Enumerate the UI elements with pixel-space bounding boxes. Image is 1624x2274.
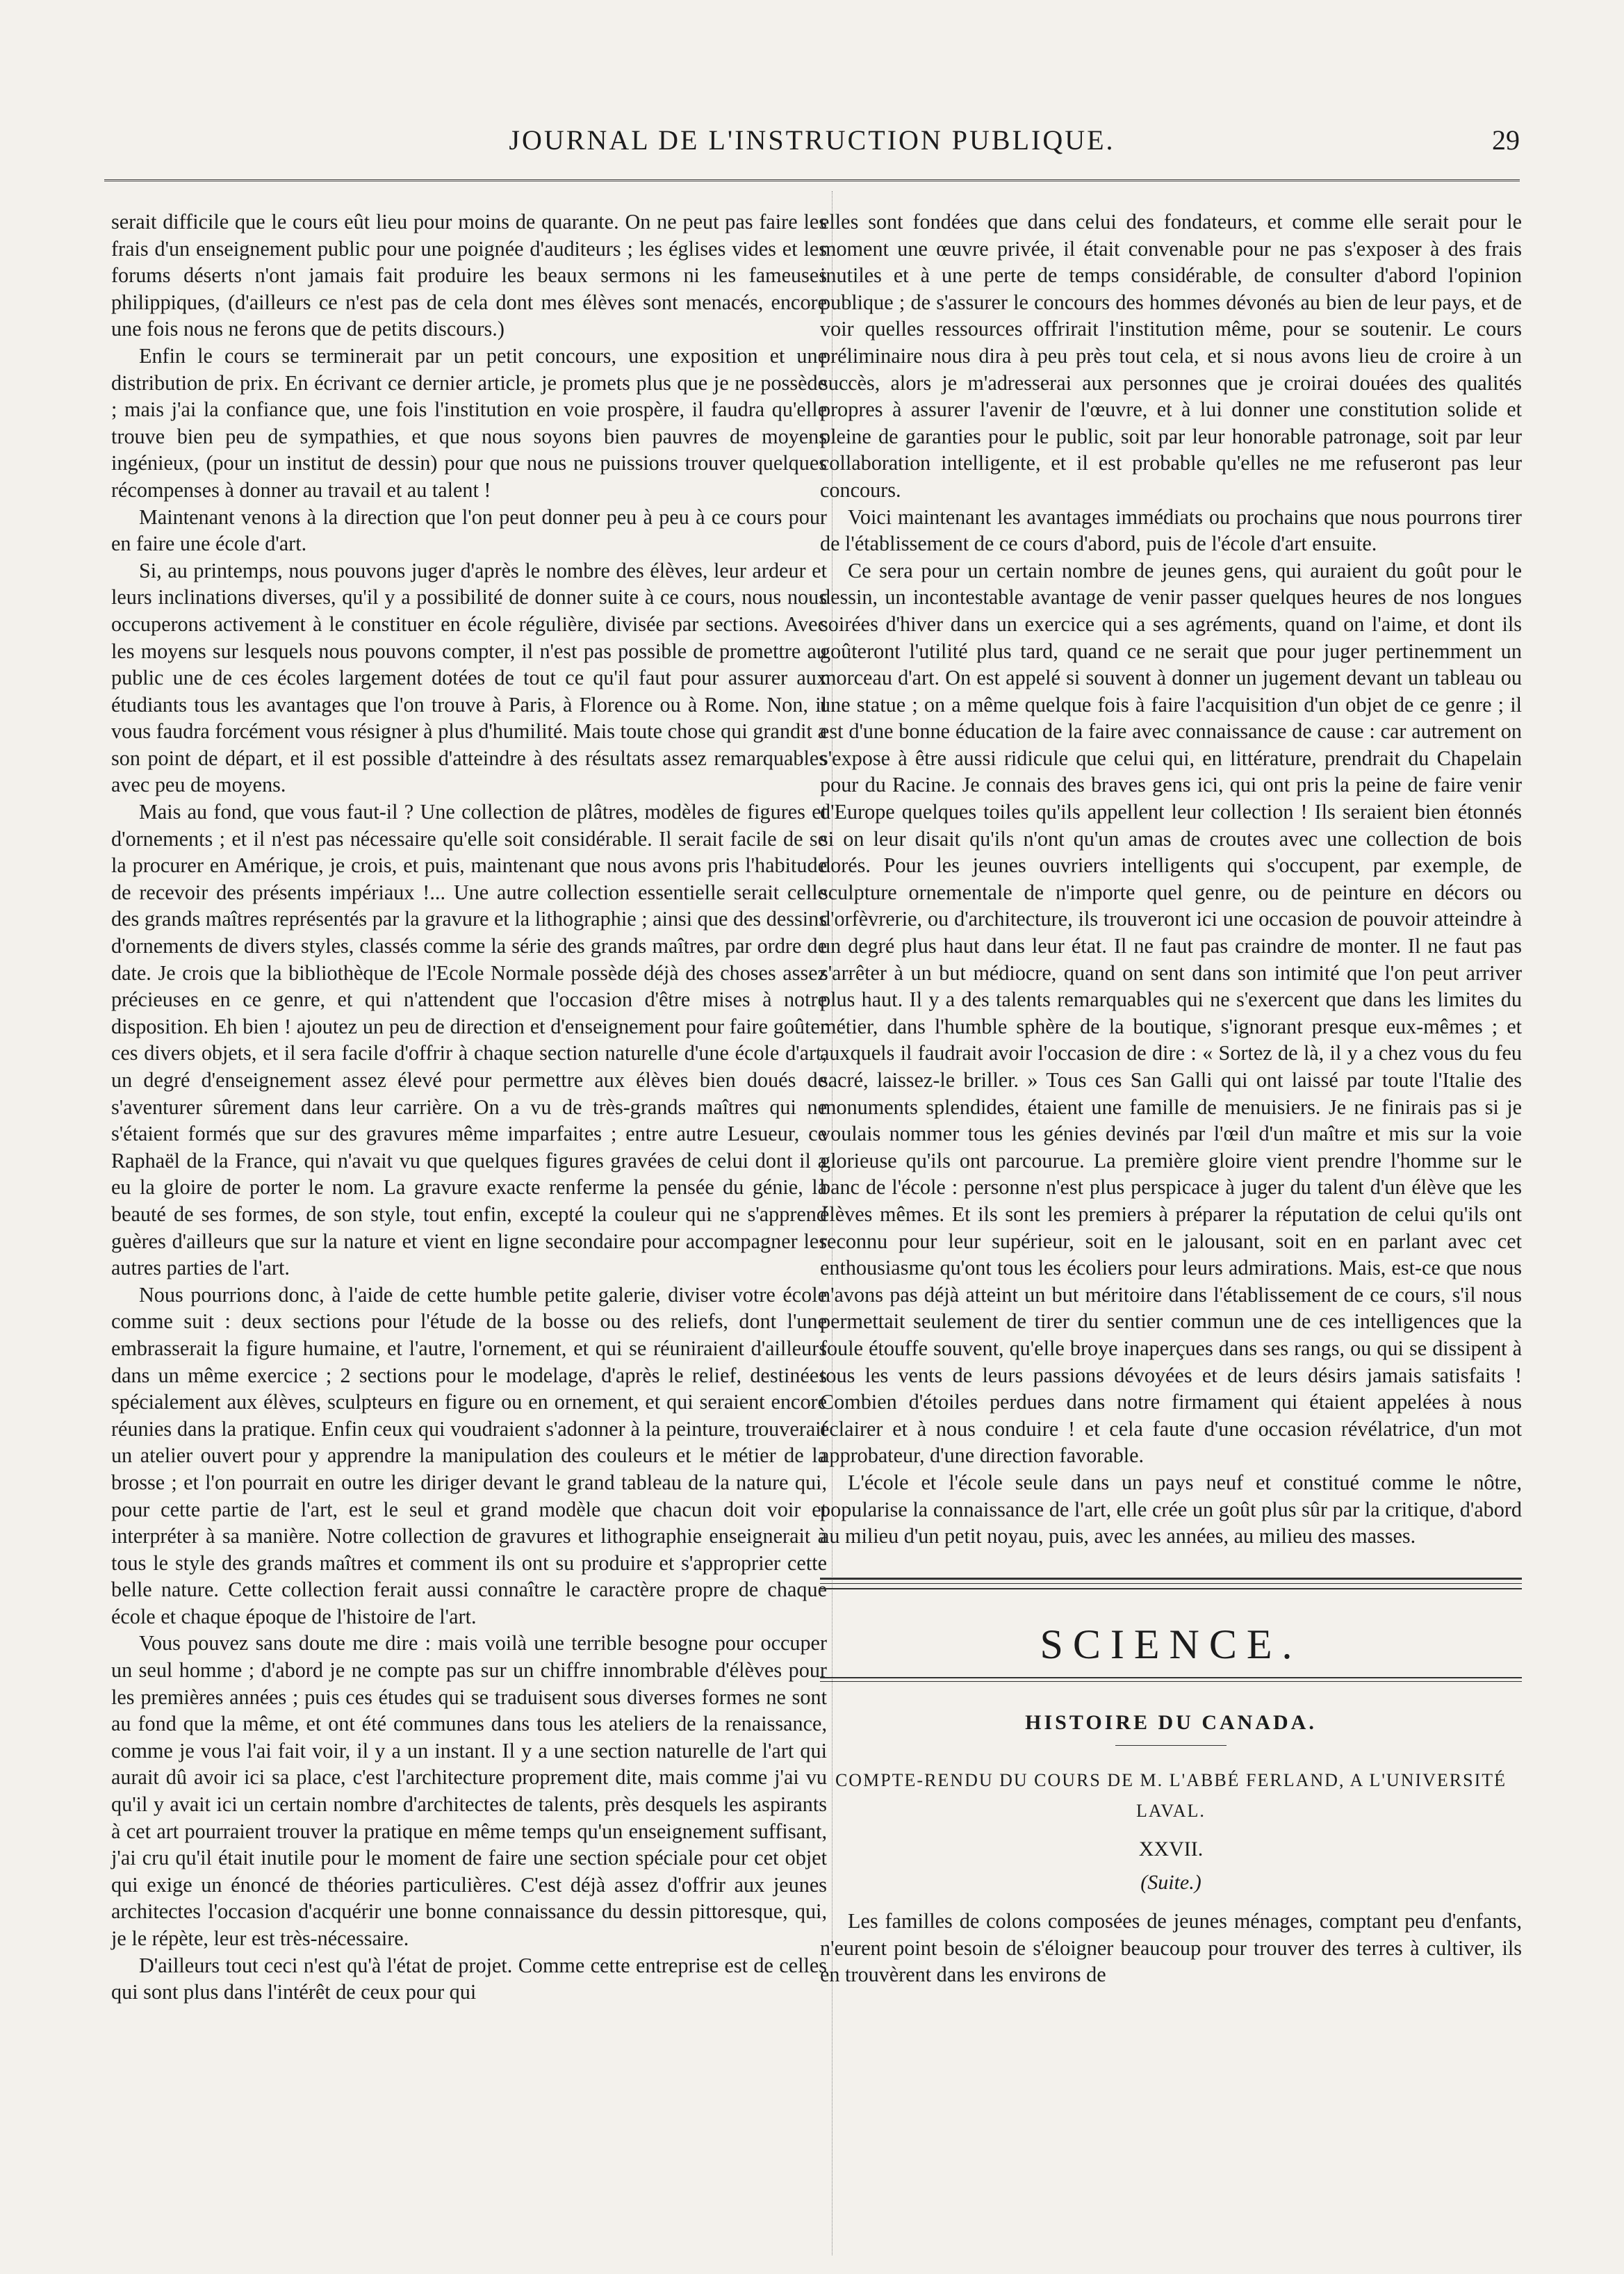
paragraph: serait difficile que le cours eût lieu pour moins de quarante. On ne peut pas faire les frais d'un enseignement public pour une poignée d'auditeurs ; les églises vides et les forums déserts n'ont jamais fait produire les beaux sermons ni les fameuses philippiques, (d'ailleurs ce n'est pas de cela dont mes élèves sont menacés, encore une fois nous ne ferons que de petits discours.) (111, 210, 827, 341)
right-column (820, 208, 1522, 1988)
section-rule-bottom (820, 1677, 1522, 1682)
paragraph: L'école et l'école seule dans un pays neuf et constitué comme le nôtre, popularise la connaissance de l'art, elle crée un goût plus sûr par la critique, d'abord au milieu d'un petit noyau, puis, avec les années, au milieu des masses. (820, 1470, 1522, 1548)
report-title: COMPTE-RENDU DU COURS DE M. L'ABBÉ FERLAND, A L'UNIVERSITÉ LAVAL. (835, 1769, 1507, 1821)
paragraph: Mais au fond, que vous faut-il ? Une collection de plâtres, modèles de figures et d'ornements ; et il n'est pas nécessaire qu'elle soit considérable. Il serait facile de se la procurer en Amérique, je crois, et puis, maintenant que nous avons pris l'habitude de recevoir des présents impériaux !... Une autre collection essentielle serait celle des grands maîtres représentés par la gravure et la lithographie ; ainsi que des dessins d'ornements de divers styles, classés comme la série des grands maîtres, par ordre de date. Je crois que la bibliothèque de l'Ecole Normale possède déjà des choses assez précieuses en ce genre, et qui n'attendent que l'occasion d'être mises à notre disposition. Eh bien ! ajoutez un peu de direction et d'enseignement pour faire goûter ces divers objets, et il sera facile d'offrir à chaque section naturelle d'une école d'art, un degré d'enseignement assez élevé pour permettre aux élèves bien doués de s'aventurer sûrement dans leur carrière. On a vu de très-grands maîtres qui ne s'étaient formés que sur des gravures même imparfaites ; entre autre Lesueur, ce Raphaël de la France, qui n'avait vu que quelques figures gravées de celui dont il a eu la gloire de porter le nom. La gravure exacte renferme la pensée du génie, la beauté de ses formes, de son style, tout enfin, excepté la couleur qui ne s'apprend guères d'ailleurs que sur la nature et vient en ligne secondaire pour accompagner les autres parties de l'art. (111, 800, 827, 1280)
page-number: 29 (1492, 124, 1520, 156)
paragraph: Maintenant venons à la direction que l'on peut donner peu à peu à ce cours pour en faire une école d'art. (111, 505, 827, 556)
left-column (111, 208, 827, 2006)
continued-label: (Suite.) (1140, 1871, 1201, 1895)
subsection-title: HISTOIRE DU CANADA. (1025, 1711, 1317, 1735)
running-head (104, 118, 1520, 174)
paragraph: Ce sera pour un certain nombre de jeunes gens, qui auraient du goût pour le dessin, un incontestable avantage de venir passer quelques heures de nos longues soirées d'hiver dans un exercice qui a ses agréments, quand on l'aime, et dont ils goûteront l'utilité plus tard, quand ce ne serait que pour juger pertinemment un morceau d'art. On est appelé si souvent à donner un jugement devant un tableau ou une statue ; on a même quelque fois à faire l'acquisition d'un objet de ce genre ; il est d'une bonne éducation de la faire avec connaissance de cause : car autrement on s'expose à être aussi ridicule que celui qui, en littérature, prendrait du Chapelain pour du Racine. Je connais des braves gens ici, qui ont pris la peine de faire venir d'Europe quelques toiles qu'ils appellent leur collection ! Ils seraient bien étonnés si on leur disait qu'ils n'ont qu'un amas de croutes avec une collection de bois dorés. Pour les jeunes ouvriers intelligents qui s'occupent, par exemple, de sculpture ornementale de n'importe quel genre, ou de peinture en décors ou d'orfèvrerie, ou d'architecture, ils trouveront ici une occasion de pouvoir atteindre à un degré plus haut dans leur état. Il ne faut pas craindre de monter. Il ne faut pas s'arrêter à un but médiocre, quand on sent dans son intimité que l'on peut arriver plus haut. Il y a des talents remarquables qui ne s'exercent que dans les limites du métier, dans l'humble sphère de la boutique, s'ignorant presque eux-mêmes ; et auxquels il faudrait avoir l'occasion de dire : « Sortez de là, il y a chez vous du feu sacré, laissez-le briller. » Tous ces San Galli qui ont laissé par toute l'Italie des monuments splendides, étaient une famille de menuisiers. Je ne finirais pas si je voulais nommer tous les génies devinés par l'œil d'un maître et mis sur la voie glorieuse qu'ils ont parcourue. La première gloire vient prendre l'homme sur le banc de l'école : personne n'est plus perspicace à juger du talent d'un élève que les élèves mêmes. Et ils sont les premiers à préparer la réputation de celui qu'ils ont reconnu pour leur supérieur, soit en le jalousant, soit en en parlant avec cet enthousiasme qu'ont tous les écoliers pour leurs admirations. Mais, est-ce que nous n'avons pas déjà atteint un but méritoire dans l'établissement de ce cours, s'il nous permettait seulement de tirer du sentier commun une de ces intelligences que la foule étouffe souvent, qu'elle broye inaperçues dans ses rangs, ou qui se dissipent à tous les vents de leurs passions dévoyées et de leurs désirs jamais satisfaits ! Combien d'étoiles perdues dans notre firmament qui étaient appelées à nous éclairer et à nous conduire ! et cela faute d'une occasion révélatrice, d'un mot approbateur, d'une direction favorable. (820, 558, 1522, 1468)
paragraph: Si, au printemps, nous pouvons juger d'après le nombre des élèves, leur ardeur et leurs inclinations diverses, qu'il y a possibilité de donner suite à ce cours, nous nous occuperons activement à le constituer en école régulière, divisée par sections. Avec les moyens sur lesquels nous pouvons compter, il n'est pas possible de promettre au public une de ces écoles largement dotées de tout ce qu'il faut pour assurer aux étudiants tous les avantages que l'on trouve à Paris, à Florence ou à Rome. Non, il vous faudra forcément vous résigner à plus d'humilité. Mais toute chose qui grandit a son point de départ, et il est possible d'atteindre à des résultats assez remarquables avec peu de moyens. (111, 558, 827, 797)
short-rule (1115, 1745, 1227, 1746)
journal-title: JOURNAL DE L'INSTRUCTION PUBLIQUE. (509, 124, 1115, 156)
paragraph: Enfin le cours se terminerait par un petit concours, une exposition et une distribution de prix. En écrivant ce dernier article, je promets plus que je ne possède ; mais j'ai la confiance que, une fois l'institution en voie prospère, il faudra qu'elle trouve bien peu de sympathies, et que nous soyons bien pauvres de moyens ingénieux, (pour un institut de dessin) pour que nous ne puissions trouver quelques récompenses à donner au travail et au talent ! (111, 343, 827, 502)
paragraph: Les familles de colons composées de jeunes ménages, comptant peu d'enfants, n'eurent point besoin de s'éloigner beaucoup pour trouver des terres à cultiver, ils en trouvèrent dans les environs de (820, 1909, 1522, 1987)
paragraph: D'ailleurs tout ceci n'est qu'à l'état de projet. Comme cette entreprise est de celles qui sont plus dans l'intérêt de ceux pour qui (111, 1953, 827, 2004)
header-rule (104, 179, 1520, 181)
section-title: SCIENCE. (1040, 1621, 1302, 1667)
paragraph: elles sont fondées que dans celui des fondateurs, et comme elle serait pour le moment une œuvre privée, il était convenable pour ne pas s'exposer à des frais inutiles et à une perte de temps considérable, de consulter d'abord l'opinion publique ; de s'assurer le concours des hommes dévonés au bien de leur pays, et de voir quelles ressources offrirait l'institution même, pour se soutenir. Le cours préliminaire nous dira à peu près tout cela, et si nous avons lieu de croire à un succès, alors je m'adresserai aux personnes que je croirai douées des qualités propres à assurer l'avenir de l'œuvre, et à lui donner une constitution solide et pleine de garanties pour le public, soit par leur honorable patronage, soit par leur collaboration intelligente, et il est probable qu'elles ne me refuseront pas leur concours. (820, 210, 1522, 502)
paragraph: Vous pouvez sans doute me dire : mais voilà une terrible besogne pour occuper un seul homme ; d'abord je ne compte pas sur un chiffre innombrable d'élèves pour les premières années ; puis ces études qui se traduisent sous diverses formes ne sont au fond que la même, et ont été communes dans tous les ateliers de la renaissance, comme je vous l'ai fait voir, il y a un instant. Il y a une section naturelle de l'art qui aurait dû avoir ici sa place, c'est l'architecture proprement dite, mais comme j'ai vu qu'il y avait ici un certain nombre d'architectes de talents, près desquels les aspirants à cet art pourraient trouver la pratique en même temps qu'un enseignement suffisant, j'ai cru qu'il était inutile pour le moment de faire une section spéciale pour cet objet qui exige un énoncé de théories particulières. C'est déjà assez d'offrir aux jeunes architectes l'occasion d'acquérir une bonne connaissance du dessin pittoresque, qui, je le répète, leur est très-nécessaire. (111, 1631, 827, 1950)
part-number: XXVII. (1138, 1837, 1204, 1860)
paragraph: Voici maintenant les avantages immédiats ou prochains que nous pourrons tirer de l'établissement de ce cours d'abord, puis de l'école d'art ensuite. (820, 505, 1522, 556)
paragraph: Nous pourrions donc, à l'aide de cette humble petite galerie, diviser votre école comme suit : deux sections pour l'étude de la bosse ou des reliefs, dont l'une embrasserait la figure humaine, et l'autre, l'ornement, et qui se réuniraient d'ailleurs dans un même exercice ; 2 sections pour le modelage, d'après le relief, destinées spécialement aux élèves, sculpteurs en figure ou en ornement, et qui seraient encore réunies dans la pratique. Enfin ceux qui voudraient s'adonner à la peinture, trouverait un atelier ouvert pour y apprendre la manipulation des couleurs et le métier de la brosse ; et l'on pourrait en outre les diriger devant le grand tableau de la nature qui, pour cette partie de l'art, est le seul et grand modèle que chacun doit voir et interpréter à sa manière. Notre collection de gravures et lithographie enseignerait à tous le style des grands maîtres et comment ils ont su produire et s'approprier cette belle nature. Cette collection ferait aussi connaître le caractère propre de chaque école et chaque époque de l'histoire de l'art. (111, 1282, 827, 1628)
section-rule (820, 1588, 1522, 1589)
section-rule-top (820, 1578, 1522, 1584)
